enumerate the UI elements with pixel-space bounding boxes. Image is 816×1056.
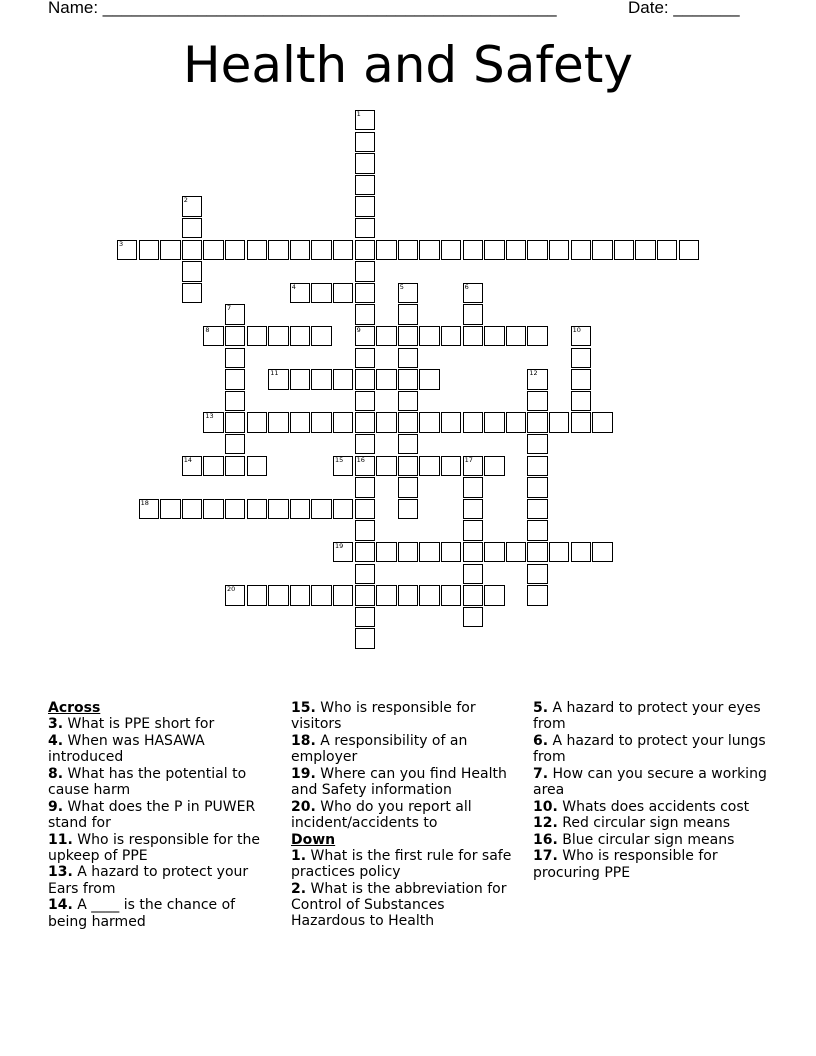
grid-cell[interactable]	[355, 196, 375, 216]
clue-number: 3	[119, 239, 124, 248]
page-title: Health and Safety	[183, 36, 633, 94]
grid-cell[interactable]	[419, 369, 439, 389]
clue-item-text: A ____ is the chance of being harmed	[48, 897, 236, 930]
grid-cell[interactable]	[506, 412, 526, 432]
clue-number: 20	[227, 585, 236, 594]
grid-cell[interactable]	[160, 240, 180, 260]
grid-cell[interactable]	[355, 369, 375, 389]
grid-cell[interactable]	[355, 175, 375, 195]
clue-item-number: 20.	[291, 798, 316, 815]
grid-cell[interactable]	[527, 412, 547, 432]
clue-item-text: A hazard to protect your lungs from	[533, 732, 766, 766]
grid-cell[interactable]	[333, 412, 353, 432]
clue-number: 16	[356, 455, 365, 464]
grid-cell[interactable]	[376, 412, 396, 432]
grid-cell[interactable]	[398, 477, 418, 497]
grid-cell[interactable]	[225, 434, 245, 454]
grid-cell[interactable]	[527, 456, 547, 476]
grid-cell[interactable]	[614, 240, 634, 260]
grid-cell[interactable]	[463, 456, 483, 476]
grid-cell[interactable]	[355, 434, 375, 454]
clue-item-number: 10.	[533, 798, 558, 815]
grid-cell[interactable]	[311, 499, 331, 519]
grid-cell[interactable]	[311, 240, 331, 260]
grid-cell[interactable]	[203, 326, 223, 346]
grid-cell[interactable]	[463, 240, 483, 260]
clue-item	[533, 848, 773, 881]
clue-item	[48, 799, 276, 832]
grid-cell[interactable]	[592, 542, 612, 562]
clue-item	[48, 766, 276, 799]
clue-item-text: Who is responsible for visitors	[291, 700, 476, 733]
grid-cell[interactable]	[333, 369, 353, 389]
clue-number: 12	[529, 369, 538, 378]
grid-cell[interactable]	[225, 369, 245, 389]
grid-cell[interactable]	[376, 456, 396, 476]
grid-cell[interactable]	[355, 456, 375, 476]
clue-item	[48, 832, 276, 865]
grid-cell[interactable]	[527, 542, 547, 562]
grid-cell[interactable]	[419, 542, 439, 562]
grid-cell[interactable]	[355, 607, 375, 627]
clue-heading-down: Down	[291, 831, 336, 848]
clue-number: 2	[183, 196, 188, 205]
clue-item-text: What is PPE short for	[63, 716, 215, 733]
grid-cell[interactable]	[527, 477, 547, 497]
grid-cell[interactable]	[247, 240, 267, 260]
grid-cell[interactable]	[247, 456, 267, 476]
grid-cell[interactable]	[419, 456, 439, 476]
clue-number: 4	[291, 282, 296, 291]
grid-cell[interactable]	[355, 261, 375, 281]
grid-cell[interactable]	[355, 240, 375, 260]
clue-item	[48, 897, 276, 930]
grid-cell[interactable]	[182, 218, 202, 238]
clue-item-text: Where can you find Health and Safety information	[291, 765, 507, 799]
clue-item-text: Whats does accidents cost	[557, 798, 750, 815]
clue-item	[48, 733, 276, 766]
grid-cell[interactable]	[355, 477, 375, 497]
grid-cell[interactable]	[398, 348, 418, 368]
grid-cell[interactable]	[290, 240, 310, 260]
clue-item-text: A hazard to protect your Ears from	[48, 864, 249, 897]
grid-cell[interactable]	[441, 585, 461, 605]
clue-item-text: Blue circular sign means	[557, 831, 735, 848]
clue-item	[291, 848, 521, 881]
grid-cell[interactable]	[398, 542, 418, 562]
clue-item-number: 9.	[48, 798, 64, 815]
grid-cell[interactable]	[355, 585, 375, 605]
grid-cell[interactable]	[571, 391, 591, 411]
grid-cell[interactable]	[398, 499, 418, 519]
name-field-label: Name: ________________________________________________	[48, 0, 557, 17]
grid-cell[interactable]	[225, 499, 245, 519]
grid-cell[interactable]	[527, 564, 547, 584]
grid-cell[interactable]	[419, 326, 439, 346]
clue-number: 7	[227, 304, 232, 313]
clue-item-number: 18.	[291, 732, 316, 749]
grid-cell[interactable]	[355, 110, 375, 130]
clue-item-text: What is the first rule for safe practices policy	[291, 847, 512, 881]
clue-number: 13	[205, 412, 214, 421]
grid-cell[interactable]	[657, 240, 677, 260]
grid-cell[interactable]	[527, 391, 547, 411]
clue-item	[533, 799, 773, 815]
grid-cell[interactable]	[355, 391, 375, 411]
grid-cell[interactable]	[398, 456, 418, 476]
grid-cell[interactable]	[182, 261, 202, 281]
clue-item	[291, 766, 521, 799]
grid-cell[interactable]	[398, 369, 418, 389]
grid-cell[interactable]	[225, 456, 245, 476]
grid-cell[interactable]	[225, 391, 245, 411]
clue-item-number: 8.	[48, 765, 64, 782]
clue-item	[533, 815, 773, 831]
clue-item-number: 16.	[533, 831, 558, 848]
grid-cell[interactable]	[311, 326, 331, 346]
clue-number: 10	[572, 326, 581, 334]
grid-cell[interactable]	[225, 240, 245, 260]
grid-cell[interactable]	[355, 218, 375, 238]
grid-cell[interactable]	[635, 240, 655, 260]
grid-cell[interactable]	[376, 585, 396, 605]
grid-cell[interactable]	[527, 499, 547, 519]
grid-cell[interactable]	[268, 499, 288, 519]
clue-item-number: 14.	[48, 897, 73, 914]
clue-item	[291, 733, 521, 766]
clue-item-number: 12.	[533, 815, 558, 832]
grid-cell[interactable]	[290, 326, 310, 346]
clue-item-number: 5.	[533, 700, 549, 716]
grid-cell[interactable]	[463, 499, 483, 519]
grid-cell[interactable]	[527, 434, 547, 454]
grid-cell[interactable]	[182, 240, 202, 260]
grid-cell[interactable]	[355, 520, 375, 540]
grid-cell[interactable]	[268, 585, 288, 605]
grid-cell[interactable]	[398, 585, 418, 605]
clue-item-text: Who is responsible for the upkeep of PPE	[48, 831, 261, 864]
grid-cell[interactable]	[311, 283, 331, 303]
grid-cell[interactable]	[398, 283, 418, 303]
clue-item	[48, 864, 276, 897]
grid-cell[interactable]	[463, 564, 483, 584]
grid-cell[interactable]	[592, 240, 612, 260]
clue-number: 5	[399, 282, 404, 291]
grid-cell[interactable]	[571, 240, 591, 260]
grid-cell[interactable]	[419, 585, 439, 605]
grid-cell[interactable]	[376, 240, 396, 260]
grid-cell[interactable]	[398, 304, 418, 324]
clue-item-number: 1.	[291, 847, 307, 864]
grid-cell[interactable]	[571, 542, 591, 562]
grid-cell[interactable]	[333, 283, 353, 303]
grid-cell[interactable]	[117, 240, 137, 260]
grid-cell[interactable]	[203, 456, 223, 476]
grid-cell[interactable]	[441, 240, 461, 260]
grid-cell[interactable]	[311, 585, 331, 605]
clue-column-3	[533, 700, 773, 881]
grid-cell[interactable]	[527, 369, 547, 389]
clue-item	[533, 733, 773, 766]
grid-cell[interactable]	[247, 326, 267, 346]
clue-item-text: What has the potential to cause harm	[48, 765, 247, 799]
grid-cell[interactable]	[506, 240, 526, 260]
grid-cell[interactable]	[333, 542, 353, 562]
clue-item	[533, 832, 773, 848]
clue-item	[291, 700, 521, 733]
clue-item-text: A responsibility of an employer	[291, 732, 468, 766]
grid-cell[interactable]	[247, 412, 267, 432]
clue-item-text: Who do you report all incident/accidents to	[291, 798, 472, 831]
grid-cell[interactable]	[484, 542, 504, 562]
clue-heading-across: Across	[48, 700, 101, 716]
grid-cell[interactable]	[679, 240, 699, 260]
grid-cell[interactable]	[355, 542, 375, 562]
grid-cell[interactable]	[463, 542, 483, 562]
grid-cell[interactable]	[139, 499, 159, 519]
grid-cell[interactable]	[355, 499, 375, 519]
grid-cell[interactable]	[247, 499, 267, 519]
grid-cell[interactable]	[527, 520, 547, 540]
grid-cell[interactable]	[225, 412, 245, 432]
grid-cell[interactable]	[463, 477, 483, 497]
date-field-label: Date: _______	[628, 0, 740, 17]
grid-cell[interactable]	[268, 412, 288, 432]
grid-cell[interactable]	[355, 348, 375, 368]
grid-cell[interactable]	[463, 412, 483, 432]
grid-cell[interactable]	[527, 326, 547, 346]
grid-cell[interactable]	[441, 456, 461, 476]
clue-item	[533, 700, 773, 733]
grid-cell[interactable]	[182, 283, 202, 303]
grid-cell[interactable]	[441, 326, 461, 346]
grid-cell[interactable]	[419, 240, 439, 260]
grid-cell[interactable]	[290, 412, 310, 432]
grid-cell[interactable]	[549, 412, 569, 432]
clue-item-number: 7.	[533, 765, 549, 782]
grid-cell[interactable]	[247, 585, 267, 605]
grid-cell[interactable]	[203, 240, 223, 260]
grid-cell[interactable]	[333, 240, 353, 260]
clue-number: 6	[464, 282, 469, 291]
grid-cell[interactable]	[398, 434, 418, 454]
clue-item	[291, 799, 521, 832]
grid-cell[interactable]	[355, 564, 375, 584]
grid-cell[interactable]	[484, 456, 504, 476]
clue-item-text: When was HASAWA introduced	[48, 732, 205, 766]
clue-item-number: 17.	[533, 848, 558, 865]
grid-cell[interactable]	[463, 283, 483, 303]
clue-item-number: 11.	[48, 831, 73, 848]
grid-cell[interactable]	[506, 326, 526, 346]
grid-cell[interactable]	[506, 542, 526, 562]
grid-cell[interactable]	[463, 585, 483, 605]
grid-cell[interactable]	[571, 412, 591, 432]
grid-cell[interactable]	[290, 499, 310, 519]
grid-cell[interactable]	[225, 348, 245, 368]
clue-column-1	[48, 700, 276, 930]
grid-cell[interactable]	[571, 369, 591, 389]
clue-column-2	[291, 700, 521, 930]
grid-cell[interactable]	[333, 499, 353, 519]
grid-cell[interactable]	[398, 240, 418, 260]
grid-cell[interactable]	[398, 391, 418, 411]
grid-cell[interactable]	[333, 456, 353, 476]
grid-cell[interactable]	[441, 542, 461, 562]
grid-cell[interactable]	[311, 369, 331, 389]
grid-cell[interactable]	[376, 542, 396, 562]
clue-number: 9	[356, 326, 361, 334]
grid-cell[interactable]	[484, 240, 504, 260]
grid-cell[interactable]	[527, 585, 547, 605]
grid-cell[interactable]	[463, 304, 483, 324]
clue-item	[533, 766, 773, 799]
grid-cell[interactable]	[484, 412, 504, 432]
clue-item-text: How can you secure a working area	[533, 765, 767, 799]
clue-item-number: 2.	[291, 880, 307, 897]
grid-cell[interactable]	[203, 499, 223, 519]
grid-cell[interactable]	[268, 369, 288, 389]
clue-item-text: What does the P in PUWER stand for	[48, 798, 256, 831]
grid-cell[interactable]	[225, 326, 245, 346]
clue-number: 19	[335, 542, 344, 550]
clue-item-text: Red circular sign means	[557, 815, 730, 832]
clue-number: 1	[356, 110, 361, 118]
grid-cell[interactable]	[549, 240, 569, 260]
grid-cell[interactable]	[290, 585, 310, 605]
grid-cell[interactable]	[549, 542, 569, 562]
grid-cell[interactable]	[592, 412, 612, 432]
grid-cell[interactable]	[311, 412, 331, 432]
grid-cell[interactable]	[484, 585, 504, 605]
grid-cell[interactable]	[527, 240, 547, 260]
grid-cell[interactable]	[398, 412, 418, 432]
grid-cell[interactable]	[398, 326, 418, 346]
grid-cell[interactable]	[268, 240, 288, 260]
clue-item-number: 6.	[533, 732, 549, 749]
grid-cell[interactable]	[160, 499, 180, 519]
grid-cell[interactable]	[333, 585, 353, 605]
grid-cell[interactable]	[376, 326, 396, 346]
clue-item-number: 15.	[291, 700, 316, 716]
clue-number: 8	[205, 326, 210, 334]
grid-cell[interactable]	[182, 196, 202, 216]
grid-cell[interactable]	[463, 520, 483, 540]
grid-cell[interactable]	[182, 499, 202, 519]
clue-number: 14	[183, 455, 193, 464]
clue-number: 11	[270, 369, 279, 378]
clue-item-number: 13.	[48, 864, 73, 881]
grid-cell[interactable]	[290, 369, 310, 389]
grid-cell[interactable]	[355, 153, 375, 173]
grid-cell[interactable]	[571, 326, 591, 346]
clue-item	[291, 881, 521, 930]
grid-cell[interactable]	[225, 585, 245, 605]
grid-cell[interactable]	[571, 348, 591, 368]
grid-cell[interactable]	[203, 412, 223, 432]
grid-cell[interactable]	[355, 132, 375, 152]
grid-cell[interactable]	[139, 240, 159, 260]
clue-item-number: 4.	[48, 732, 64, 749]
clue-item-text: Who is responsible for procuring PPE	[533, 848, 718, 881]
clue-item-text: What is the abbreviation for Control of Substances Hazardous to Health	[291, 880, 507, 930]
grid-cell[interactable]	[268, 326, 288, 346]
grid-cell[interactable]	[182, 456, 202, 476]
grid-cell[interactable]	[355, 326, 375, 346]
grid-cell[interactable]	[484, 326, 504, 346]
grid-cell[interactable]	[463, 607, 483, 627]
clue-item	[48, 716, 276, 732]
clue-item-number: 3.	[48, 716, 64, 733]
grid-cell[interactable]	[290, 283, 310, 303]
grid-cell[interactable]	[463, 326, 483, 346]
grid-cell[interactable]	[376, 369, 396, 389]
grid-cell[interactable]	[419, 412, 439, 432]
clue-number: 15	[335, 455, 344, 464]
clue-number: 18	[140, 498, 149, 507]
grid-cell[interactable]	[355, 304, 375, 324]
clue-number: 17	[464, 455, 473, 464]
clue-item-text: A hazard to protect your eyes from	[533, 700, 761, 733]
grid-cell[interactable]	[355, 412, 375, 432]
grid-cell[interactable]	[355, 628, 375, 648]
clue-item-number: 19.	[291, 765, 316, 782]
grid-cell[interactable]	[355, 283, 375, 303]
grid-cell[interactable]	[441, 412, 461, 432]
grid-cell[interactable]	[225, 304, 245, 324]
